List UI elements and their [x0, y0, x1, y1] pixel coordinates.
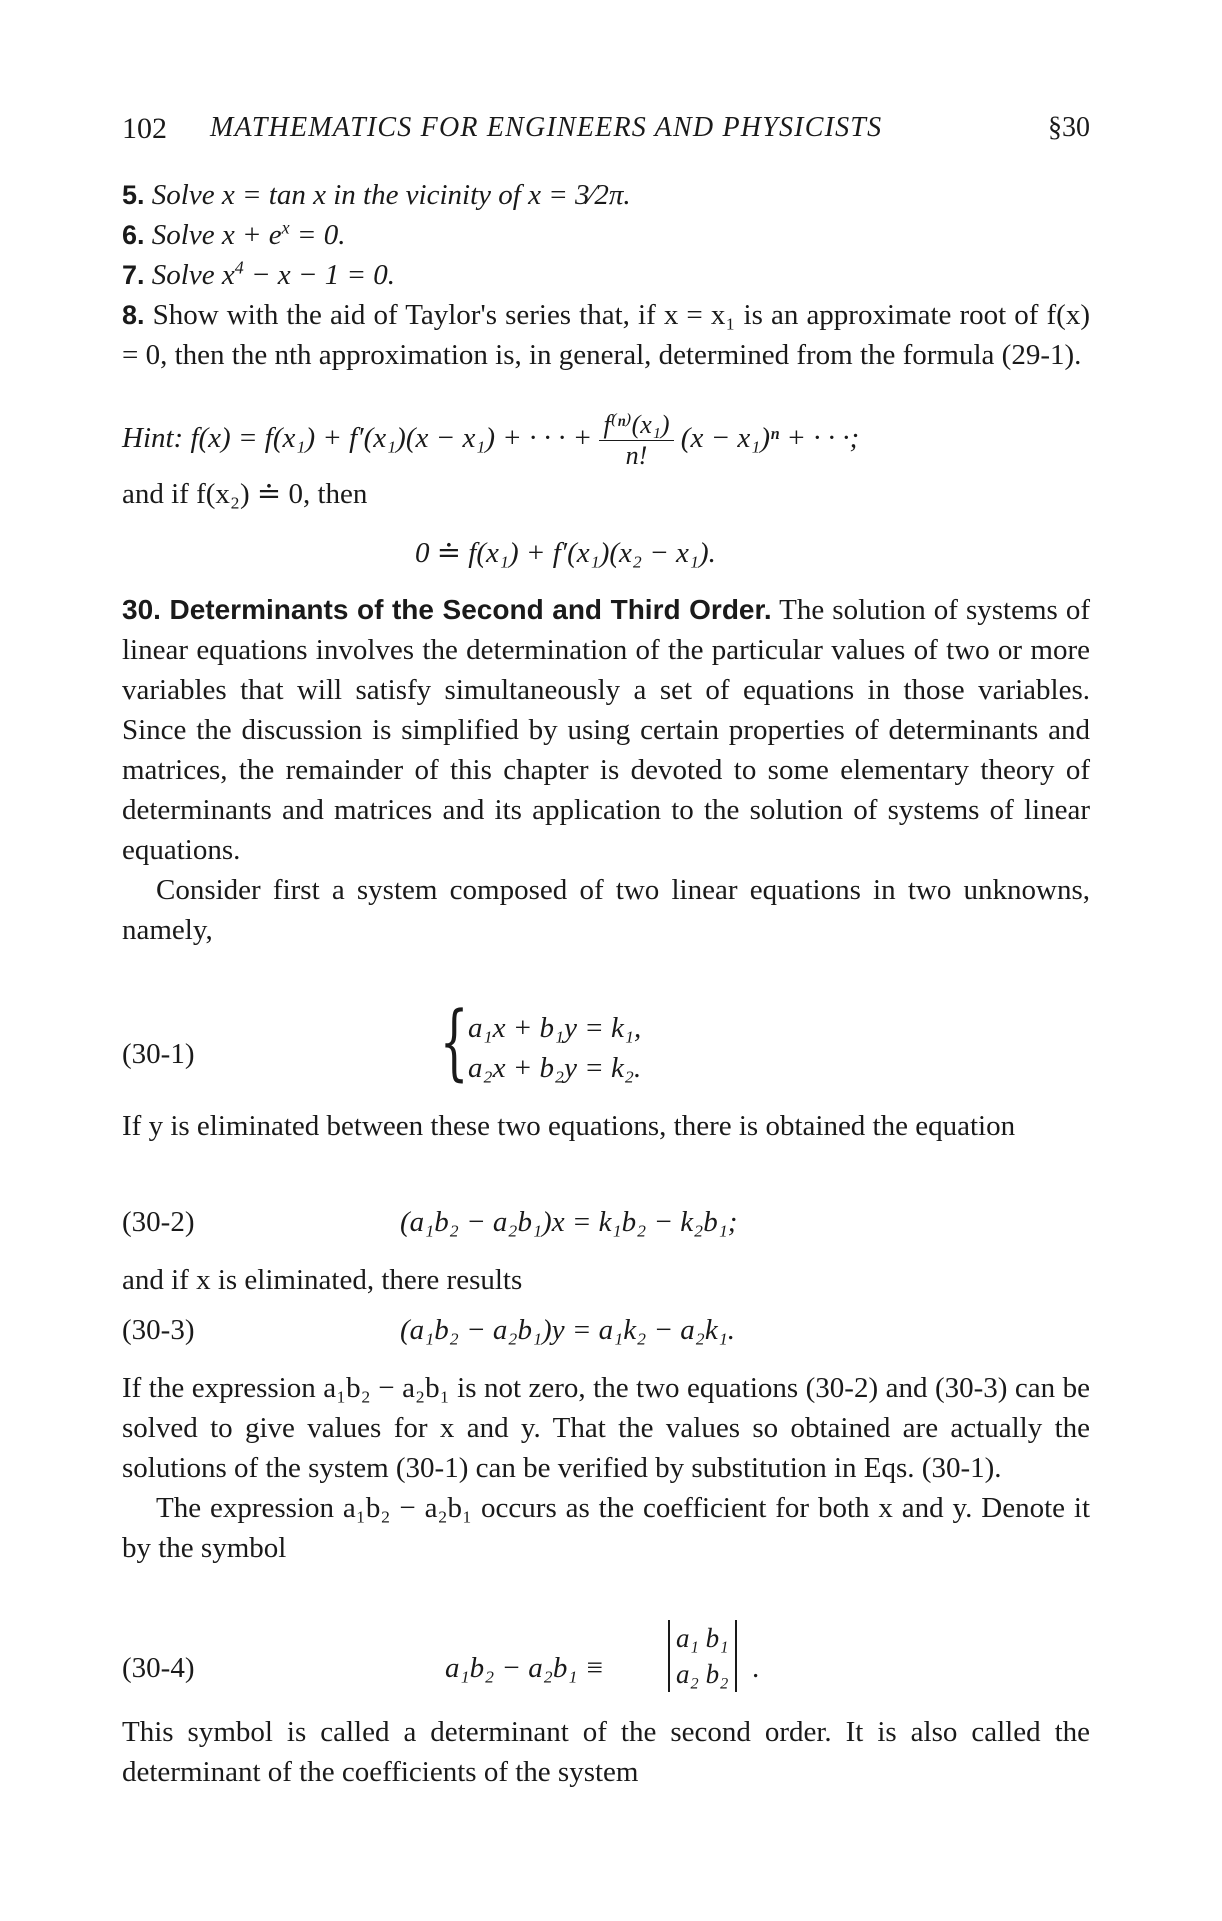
- running-title: MATHEMATICS FOR ENGINEERS AND PHYSICISTS: [210, 112, 883, 143]
- determinant-row-1: a₁ b₁: [676, 1623, 729, 1653]
- eq-30-4-label: (30-4): [122, 1652, 195, 1684]
- eq-30-3: (a₁b₂ − a₂b₁)y = a₁k₂ − a₂k₁.: [400, 1314, 736, 1346]
- hint-equation: Hint: f(x) = f(x₁) + f′(x₁)(x − x₁) + · · · + $\frac{\text{f⁽ⁿ⁾(x₁)}}{n!}$ (x − x₁)ⁿ + · · ·;: [122, 410, 860, 470]
- section-30-paragraph-3-wrap: [122, 1106, 1090, 1146]
- determinant-2x2: [668, 1620, 737, 1692]
- hint-result-equation: 0 ≐ f(x₁) + f′(x₁)(x₂ − x₁).: [415, 537, 716, 569]
- section-marker: §30: [1048, 112, 1090, 143]
- eq-30-2-label: (30-2): [122, 1206, 195, 1238]
- eq-30-1-label: (30-1): [122, 1038, 195, 1070]
- section-30-paragraph-1: 30. Determinants of the Second and Third Order. The solution of systems of linear equations involves the determination of the particular values of two or more variables that will satisfy simultaneously a set of equations in those variables. Since the discussion is simplified by using certain properties of determinants and matrices, the remainder of this chapter is devoted to some elementary theory of determinants and matrices and its application to the solution of systems of linear equations.: [122, 594, 1091, 866]
- section-30-paragraph-5: If the expression a₁b₂ − a₂b₁ is not zero, the two equations (30-2) and (30-3) can be solved to give values for x and y. That the values so obtained are actually the solutions of the system (30-1) can be verified by substitution in Eqs. (30-1).: [122, 1372, 1090, 1484]
- problem-5: 5. Solve x = tan x in the vicinity of x = 3⁄2π.: [122, 179, 631, 211]
- running-header: [122, 112, 1090, 152]
- section-30-body: [122, 590, 1090, 950]
- eq-30-4-lhs: a₁b₂ − a₂b₁ ≡: [445, 1652, 605, 1684]
- section-heading: 30. Determinants of the Second and Third Order.: [122, 594, 772, 625]
- section-30-paragraph-4: and if x is eliminated, there results: [122, 1264, 523, 1296]
- section-30-paragraph-3: If y is eliminated between these two equations, there is obtained the equation: [122, 1110, 1016, 1142]
- section-30-paragraph-7: This symbol is called a determinant of the second order. It is also called the determinant of the coefficients of the system: [122, 1716, 1090, 1788]
- problem-7: 7. Solve $x^4 - x - 1 = 0$.: [122, 257, 396, 291]
- section-30-paragraphs-5-6: [122, 1368, 1090, 1568]
- problem-6: 6. Solve $x + e^x = 0$.: [122, 217, 346, 251]
- eq-30-1-line-1: a₁x + b₁y = k₁,: [468, 1012, 642, 1044]
- eq-30-1-line-2: a₂x + b₂y = k₂.: [468, 1052, 642, 1084]
- section-30-paragraph-2: Consider first a system composed of two linear equations in two unknowns, namely,: [122, 874, 1090, 946]
- problem-8: 8. Show with the aid of Taylor's series that, if x = x₁ is an approximate root of f(x) = 0, then the nth approximation is, in general, determined from the formula (29-1).: [122, 299, 1090, 371]
- section-30-paragraph-6: The expression a₁b₂ − a₂b₁ occurs as the coefficient for both x and y. Denote it by the symbol: [122, 1492, 1090, 1564]
- problem-8-text: Show with the aid of Taylor's series that, if x = x₁ is an approximate root of f(x) = 0, then the nth approximation is, in general, determined from the formula (29-1).: [122, 299, 1090, 371]
- hint-and-line: and if f(x₂) ≐ 0, then: [122, 478, 368, 510]
- section-30-paragraph-7-wrap: [122, 1712, 1090, 1792]
- eq-30-4-period: .: [752, 1652, 760, 1684]
- determinant-row-2: a₂ b₂: [676, 1659, 729, 1689]
- page-number: 102: [122, 112, 167, 145]
- section-30-paragraph-4-wrap: [122, 1260, 1090, 1300]
- eq-30-3-label: (30-3): [122, 1314, 195, 1346]
- eq-30-2: (a₁b₂ − a₂b₁)x = k₁b₂ − k₂b₁;: [400, 1206, 738, 1238]
- system-brace: {: [439, 995, 469, 1090]
